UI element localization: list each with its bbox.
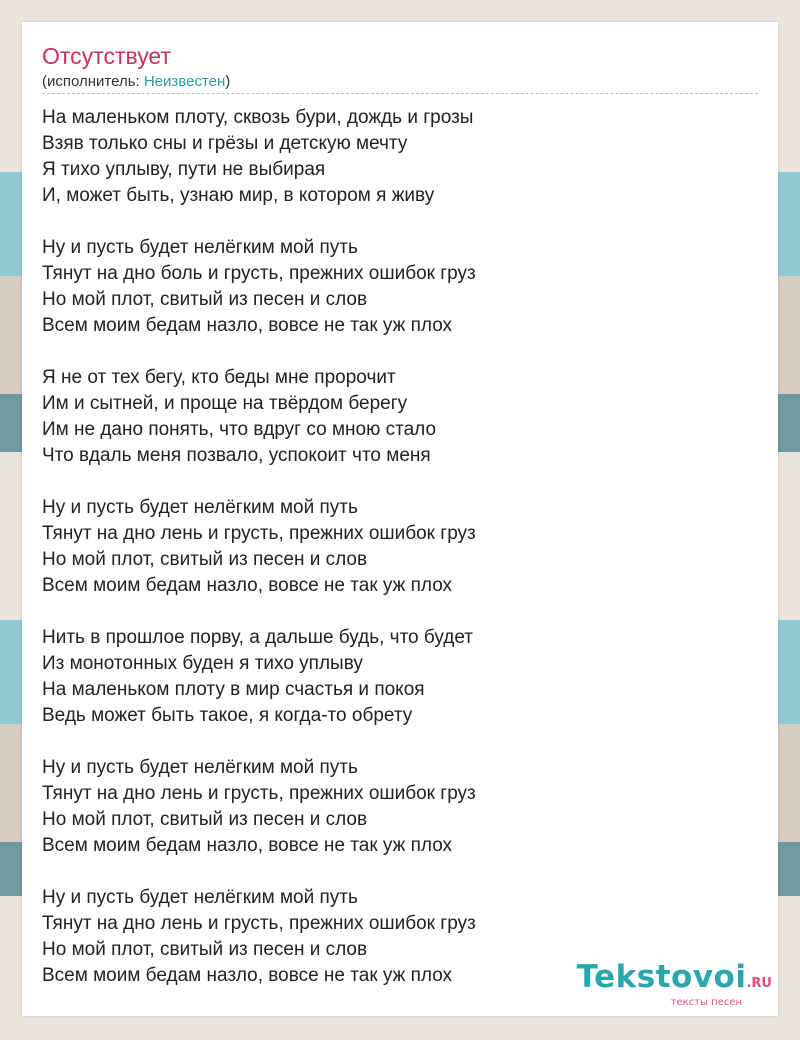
lyric-line: На маленьком плоту в мир счастья и покоя [42,679,425,700]
lyric-line: Из монотонных буден я тихо уплыву [42,653,363,674]
lyric-line: Тянут на дно лень и грусть, прежних ошибок груз [42,523,476,544]
stanza-gap [42,469,758,495]
artist-link[interactable]: Неизвестен [143,73,226,90]
stanza-gap [42,729,758,755]
lyric-line: Но мой плот, свитый из песен и слов [42,939,368,960]
lyric-line: Но мой плот, свитый из песен и слов [42,549,368,570]
lyric-line: Всем моим бедам назло, вовсе не так уж плох [42,835,453,856]
stanza [42,235,758,339]
lyric-line: Что вдаль меня позвало, успокоит что меня [42,445,431,466]
lyric-line: Всем моим бедам назло, вовсе не так уж плох [42,575,453,596]
logo-tagline: тексты песен [670,997,742,1008]
lyric-line: Нить в прошлое порву, а дальше будь, что будет [42,627,473,648]
lyric-line: Но мой плот, свитый из песен и слов [42,809,368,830]
lyric-line: Ну и пусть будет нелёгким мой путь [42,237,358,258]
logo-wordmark [577,960,772,1001]
lyric-line: Взяв только сны и грёзы и детскую мечту [42,133,408,154]
lyric-line: Тянут на дно лень и грусть, прежних ошибок груз [42,783,476,804]
song-artist-line [42,72,230,92]
song-title: Отсутствует [42,43,171,69]
stanza-gap [42,209,758,235]
stanza [42,365,758,469]
stanza-gap [42,339,758,365]
lyric-line: Я не от тех бегу, кто беды мне пророчит [42,367,396,388]
stanza [42,105,758,209]
lyric-line: Всем моим бедам назло, вовсе не так уж плох [42,965,453,986]
lyric-line: Я тихо уплыву, пути не выбирая [42,159,326,180]
lyrics-card [22,22,778,1016]
lyric-line: Им и сытней, и проще на твёрдом берегу [42,393,408,414]
stanza-gap [42,859,758,885]
artist-suffix: ) [225,73,231,90]
lyric-line: Но мой плот, свитый из песен и слов [42,289,368,310]
lyric-line: Ведь может быть такое, я когда-то обрету [42,705,413,726]
logo-tld: .RU [746,976,772,991]
artist-prefix: (исполнитель: [42,73,144,90]
lyrics-text [42,105,758,989]
site-logo[interactable] [577,960,772,1008]
title-divider [42,93,758,94]
lyric-line: Тянут на дно боль и грусть, прежних ошибок груз [42,263,476,284]
stanza [42,495,758,599]
stanza-gap [42,599,758,625]
lyric-line: Тянут на дно лень и грусть, прежних ошибок груз [42,913,476,934]
stanza [42,755,758,859]
lyric-line: Ну и пусть будет нелёгким мой путь [42,887,358,908]
lyric-line: И, может быть, узнаю мир, в котором я живу [42,185,435,206]
lyric-line: Ну и пусть будет нелёгким мой путь [42,757,358,778]
lyric-line: Всем моим бедам назло, вовсе не так уж плох [42,315,453,336]
logo-name: Tekstovoi [576,959,747,995]
lyric-line: Им не дано понять, что вдруг со мною стало [42,419,437,440]
lyric-line: На маленьком плоту, сквозь бури, дождь и грозы [42,107,474,128]
stanza [42,625,758,729]
lyric-line: Ну и пусть будет нелёгким мой путь [42,497,358,518]
